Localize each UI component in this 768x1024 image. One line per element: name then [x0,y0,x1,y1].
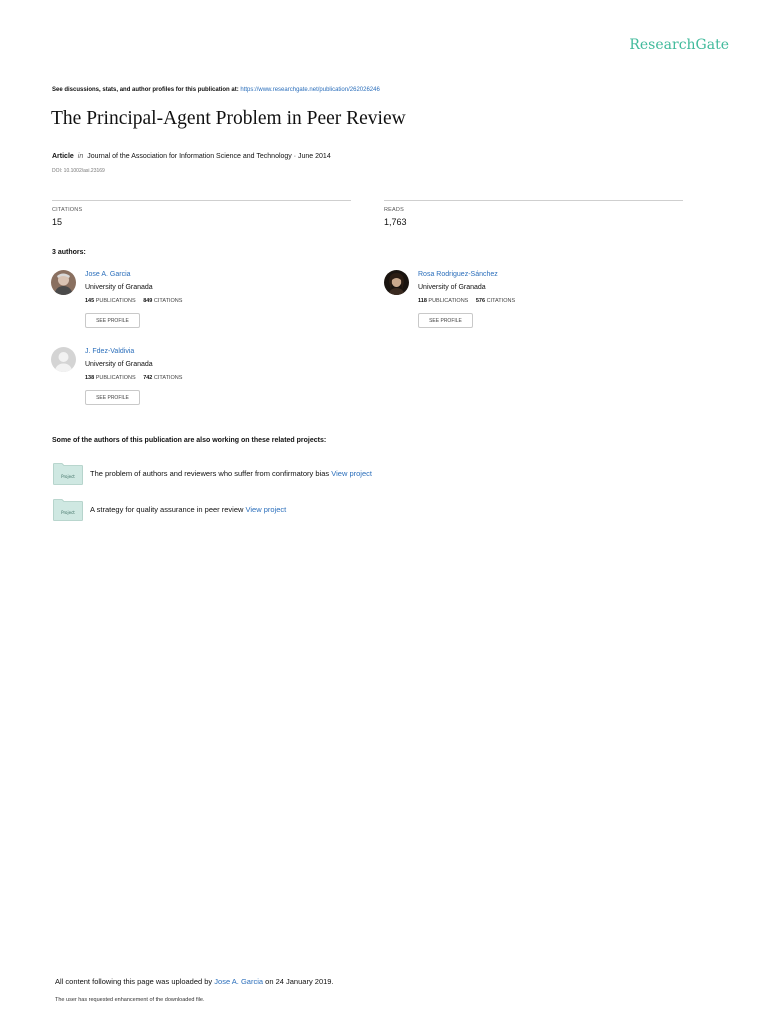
avatar[interactable] [51,270,76,295]
folder-label: Project [61,474,75,479]
publication-title: The Principal-Agent Problem in Peer Review [51,108,406,129]
citations-label: CITATIONS [153,375,183,381]
publication-meta [52,153,331,160]
citations-value: 15 [52,217,63,227]
publication-type: Article [52,153,74,160]
discussion-line [52,87,380,93]
default-user-icon[interactable] [51,347,76,372]
researchgate-logo[interactable]: ResearchGate [629,37,729,53]
author-affiliation: University of Granada [85,284,153,291]
authors-heading: 3 authors: [52,249,86,256]
author-counts [418,298,515,304]
uploader-link[interactable]: Jose A. Garcia [214,977,264,986]
in-word: in [77,153,84,160]
publications-count: 138 [85,375,95,381]
doi: DOI: 10.1002/asi.23169 [52,168,105,174]
reads-label: READS [384,207,404,213]
author-counts [85,375,182,381]
author-affiliation: University of Granada [85,361,153,368]
citations-count: 576 [475,298,486,304]
author-card [51,270,351,332]
project-title: A strategy for quality assurance in peer review [90,505,244,514]
author-name-link[interactable]: Jose A. Garcia [85,271,131,278]
author-affiliation: University of Granada [418,284,486,291]
author-counts [85,298,182,304]
citations-count: 849 [143,298,153,304]
project-item [53,499,473,523]
upload-prefix: All content following this page was uploaded by [55,977,213,986]
publications-label: PUBLICATIONS [428,298,469,304]
folder-icon [53,499,83,521]
project-text [90,469,372,478]
publications-count: 118 [418,298,427,304]
enhancement-note: The user has requested enhancement of the downloaded file. [55,997,205,1003]
see-profile-button[interactable]: SEE PROFILE [85,313,140,328]
journal-date: Journal of the Association for Information Science and Technology · June 2014 [87,153,331,160]
citations-divider [52,200,351,201]
publications-label: PUBLICATIONS [95,298,136,304]
view-project-link[interactable]: View project [331,469,372,478]
reads-value: 1,763 [384,217,407,227]
publications-count: 145 [85,298,95,304]
view-project-link[interactable]: View project [245,505,287,514]
discussion-prefix: See discussions, stats, and author profiles for this publication at: [52,87,239,93]
upload-suffix: on 24 January 2019. [265,977,334,986]
project-item [53,463,473,487]
project-text [90,505,286,514]
publication-url-link[interactable]: https://www.researchgate.net/publication/262026246 [240,87,380,93]
see-profile-button[interactable]: SEE PROFILE [418,313,473,328]
author-card [51,347,351,409]
folder-icon [53,463,83,485]
see-profile-button[interactable]: SEE PROFILE [85,390,140,405]
author-name-link[interactable]: Rosa Rodriguez-Sánchez [418,271,498,278]
author-name-link[interactable]: J. Fdez-Valdivia [85,348,135,355]
related-projects-heading: Some of the authors of this publication are also working on these related projects: [52,437,327,444]
upload-note [55,977,334,986]
citations-label: CITATIONS [486,298,516,304]
citations-label: CITATIONS [153,298,183,304]
publications-label: PUBLICATIONS [95,375,136,381]
reads-divider [384,200,683,201]
avatar[interactable] [384,270,409,295]
citations-count: 742 [143,375,153,381]
citations-label: CITATIONS [52,207,83,213]
project-title: The problem of authors and reviewers who suffer from confirmatory bias [90,469,330,478]
author-card [384,270,684,332]
folder-label: Project [61,510,75,515]
